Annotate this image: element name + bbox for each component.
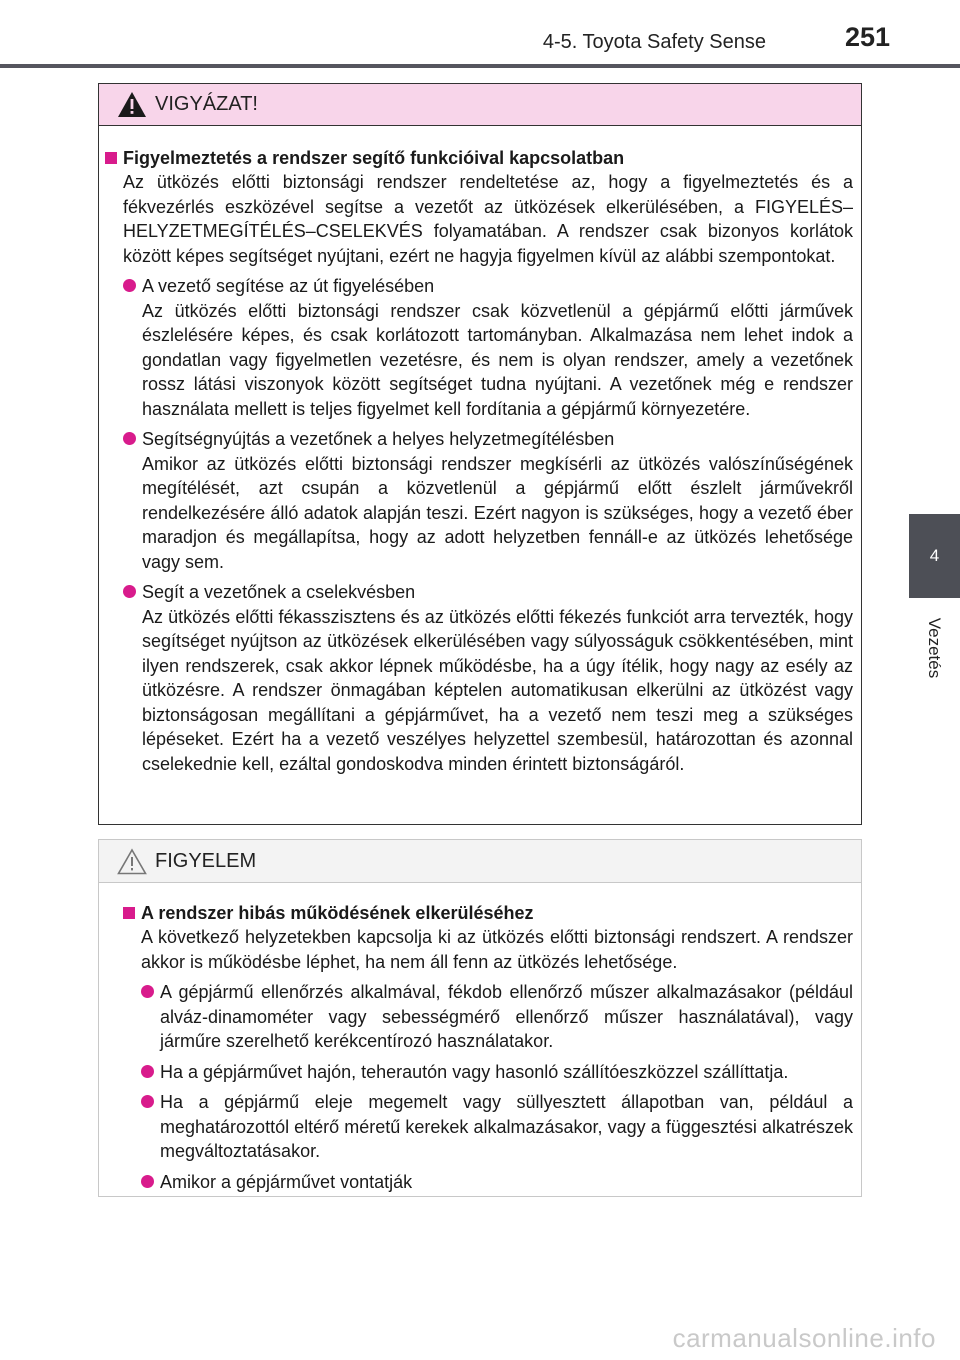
list-item — [123, 580, 853, 776]
chapter-label: Vezetés — [925, 617, 944, 679]
notice-header — [99, 840, 861, 883]
warning-box — [98, 83, 862, 825]
list-item-text: A gépjármű ellenőrzés alkalmával, fékdob ellenőrző műszer alkalmazásakor (például alváz-dinamométer vagy sebességmérő ellenőrző műszer használatával), vagy járműre szerelhető kerékcentírozó használatakor. — [160, 982, 853, 1051]
warning-list — [123, 274, 853, 776]
square-bullet-icon — [105, 152, 117, 164]
page-header — [0, 0, 960, 70]
list-item-text: Ha a gépjármű eleje megemelt vagy süllyesztett állapotban van, például a meghatározottól eltérő méretű kerekek alkalmazásakor, vagy a függesztési alkatrészek megváltoztatásakor. — [160, 1092, 853, 1161]
list-item — [141, 980, 853, 1054]
round-bullet-icon — [141, 985, 154, 998]
warning-section-title-text: Figyelmeztetés a rendszer segítő funkcióival kapcsolatban — [123, 148, 625, 168]
round-bullet-icon — [141, 1095, 154, 1108]
warning-title: VIGYÁZAT! — [155, 93, 258, 115]
list-item-title: Segítségnyújtás a vezetőnek a helyes helyzetmegítélésben — [142, 429, 615, 449]
round-bullet-icon — [141, 1065, 154, 1078]
list-item-text: Ha a gépjárművet hajón, teherautón vagy hasonló szállítóeszközzel szállíttatja. — [160, 1061, 789, 1082]
warning-triangle-outline-icon — [117, 848, 147, 875]
round-bullet-icon — [141, 1175, 154, 1188]
notice-title: FIGYELEM — [155, 849, 257, 872]
list-item-text: Amikor a gépjárművet vontatják — [160, 1171, 413, 1192]
page-number: 251 — [844, 22, 890, 52]
square-bullet-icon — [123, 907, 135, 919]
section-title: 4-5. Toyota Safety Sense — [542, 31, 766, 53]
header-rule — [0, 64, 960, 68]
list-item-text: Amikor az ütközés előtti biztonsági rendszer megkísérli az ütközés valószínűségének megítélését, azt csupán a közvetlenül a gépjármű előtt észlelt járművekről rendelkezésére álló adatok alapján teszi. Ezért nagyon is szükséges, hogy a vezető éber maradjon és megállapítsa, hogy az adott helyzetben fennáll-e az ütközés lehetősége vagy sem. — [142, 453, 853, 572]
chapter-tab[interactable] — [909, 514, 960, 598]
list-item-title: Segít a vezetőnek a cselekvésben — [142, 582, 416, 602]
notice-box — [98, 839, 862, 1197]
list-item — [141, 1170, 853, 1195]
round-bullet-icon — [123, 432, 136, 445]
list-item — [123, 427, 853, 574]
notice-section-title-text: A rendszer hibás működésének elkerüléséhez — [141, 903, 534, 923]
warning-header — [99, 84, 861, 126]
warning-section-title — [105, 146, 853, 170]
warning-triangle-filled-icon — [117, 91, 147, 118]
notice-section-title — [123, 901, 853, 925]
round-bullet-icon — [123, 585, 136, 598]
list-item — [141, 1060, 853, 1085]
round-bullet-icon — [123, 279, 136, 292]
list-item — [141, 1090, 853, 1164]
warning-intro: Az ütközés előtti biztonsági rendszer rendeltetése az, hogy a figyelmeztetés és a fékvezérlés eszközével segítse a vezetőt az ütközések elkerülésében, a FIGYELÉS–HELYZETMEGÍTÉLÉS–CSELEKVÉS folyamatában. A rendszer csak bizonyos korlátok között képes segítséget nyújtani, ezért ne hagyja figyelmen kívül az alábbi szempontokat. — [123, 172, 853, 266]
chapter-number: 4 — [929, 546, 940, 565]
footer-watermark: carmanualsonline.info — [672, 1323, 936, 1353]
warning-body — [99, 126, 861, 776]
list-item — [123, 274, 853, 421]
list-item-text: Az ütközés előtti fékasszisztens és az ütközés előtti fékezés funkciót arra tervezték, hogy segítséget nyújtson az ütközések elkerülésében vagy súlyosságuk csökkentésében, mint ilyen rendszerek, csak akkor lépnek működésbe, ha a úgy ítélik, hogy nagy az esély az ütközésre. A rendszer önmagában képtelen automatikusan elkerülni az ütközést vagy biztonságosan megállítani a gépjárművet, ha a vezető nem teszi meg a szükséges lépéseket. Ezért ha a vezető veszélyes helyzettel szembesül, határozottan és azonnal cselekednie kell, ezáltal gondoskodva minden érintett biztonságáról. — [142, 606, 853, 774]
notice-list — [141, 980, 853, 1194]
notice-intro: A következő helyzetekben kapcsolja ki az ütközés előtti biztonsági rendszert. A rendszer akkor is működésbe léphet, ha nem áll fenn az ütközés lehetősége. — [141, 927, 853, 972]
notice-body — [99, 883, 861, 1194]
list-item-text: Az ütközés előtti biztonsági rendszer csak közvetlenül a gépjármű előtti járművek észlelésére képes, és csak korlátozott tartományban. Alkalmazása nem lehet indok a gondatlan vagy figyelmetlen vezetésre, és nem is olyan rendszer, amely a vezetőnek rossz látási viszonyok között segítséget tudna nyújtani. A vezetőnek még e rendszer használata mellett is teljes figyelmet kell fordítania a gépjármű környezetére. — [142, 300, 853, 419]
list-item-title: A vezető segítése az út figyelésében — [142, 276, 435, 296]
